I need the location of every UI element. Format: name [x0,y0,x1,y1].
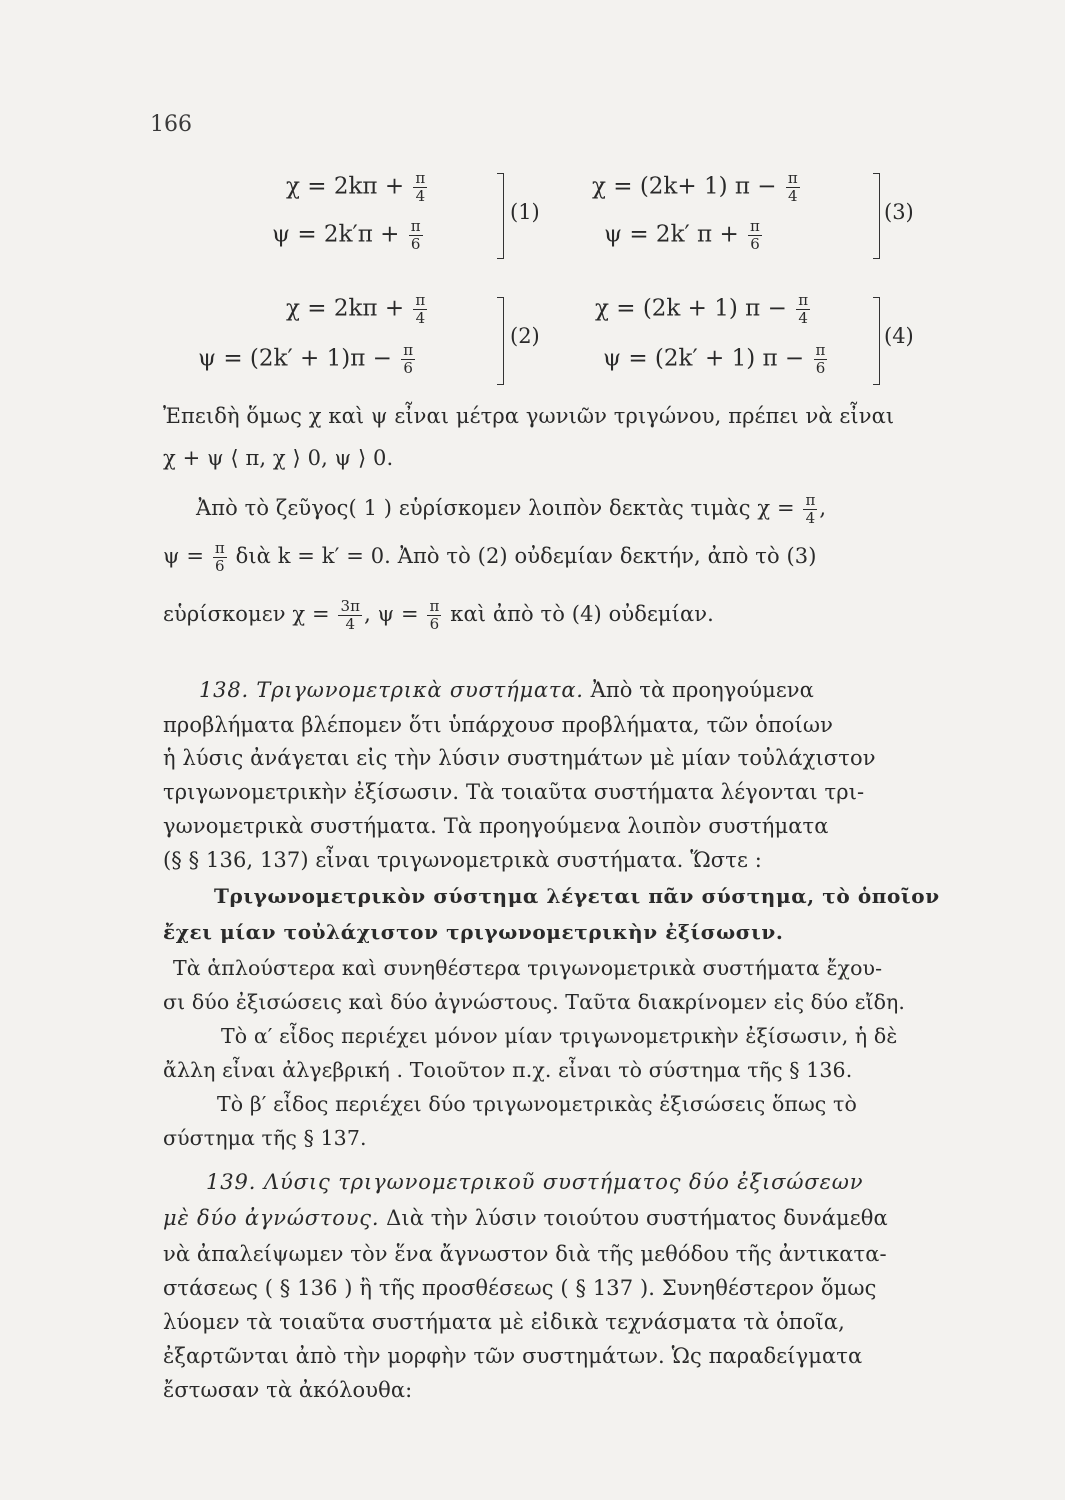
text-line: Τὰ ἁπλούστερα καὶ συνηθέστερα τριγωνομετρικὰ συστήματα ἔχου- [173,956,883,980]
system-4-line-1 [595,292,812,327]
section-138-line-1 [199,678,814,702]
text-segment: , [819,496,827,520]
section-138-heading: 138. Τριγωνομετρικὰ συστήματα. [199,678,584,702]
fraction-denominator: 4 [805,509,816,527]
system-3-tag: (3) [884,200,914,224]
text-line: (§ § 136, 137) εἶναι τριγωνομετρικὰ συστήματα. Ὥστε : [163,848,762,872]
fraction-numerator: π [429,597,440,615]
fraction-denominator: 6 [815,359,826,377]
fraction-denominator: 6 [429,615,440,633]
text-line [196,492,826,527]
system-3-brace [873,173,880,259]
system-4-brace [873,297,880,385]
system-2-tag: (2) [510,324,540,348]
text-segment: ψ = [163,544,205,568]
text-line: λύομεν τὰ τοιαῦτα συστήματα μὲ εἰδικὰ τεχνάσματα τὰ ὁποῖα, [163,1310,845,1334]
fraction [796,292,810,327]
system-1-brace [497,173,504,259]
fraction-denominator: 4 [798,309,808,327]
system-2-line-1 [286,292,429,327]
text-line [163,598,714,633]
text-line: σι δύο ἐξισώσεις καὶ δύο ἀγνώστους. Ταῦτα διακρίνομεν εἰς δύο εἴδη. [163,990,906,1014]
equation-text: ψ = (2k′ + 1)π − [198,345,392,372]
text-line: στάσεως ( § 136 ) ἢ τῆς προσθέσεως ( § 137 ). Συνηθέστερον ὅμως [163,1276,877,1300]
text-line: Ἐπειδὴ ὅμως χ καὶ ψ εἶναι μέτρα γωνιῶν τριγώνου, πρέπει νὰ εἶναι [163,404,895,428]
equation-text: ψ = 2k′π + [272,221,400,248]
fraction [786,170,800,205]
text-line: σύστημα τῆς § 137. [163,1126,367,1150]
text-line: ἐξαρτῶνται ἀπὸ τὴν μορφὴν τῶν συστημάτων. Ὡς παραδείγματα [163,1344,863,1368]
fraction-numerator: π [798,291,809,309]
system-1-line-1 [286,170,429,205]
text-line [163,540,817,575]
text-segment: εὑρίσκομεν χ = [163,602,330,626]
system-1-line-2 [272,218,425,253]
equation-text: χ = (2k + 1) π − [595,295,787,322]
equation-text: ψ = 2k′ π + [604,221,739,248]
fraction-denominator: 6 [750,235,760,253]
text-segment: διὰ k = k′ = 0. Ἀπὸ τὸ (2) οὐδεμίαν δεκτήν, ἀπὸ τὸ (3) [235,544,817,568]
equation-text: χ = 2kπ + [286,173,405,200]
fraction [409,218,423,253]
text-line: χ + ψ ⟨ π, χ ⟩ 0, ψ ⟩ 0. [163,446,394,470]
fraction-denominator: 6 [214,557,225,575]
fraction-denominator: 4 [415,187,426,205]
text-line: τριγωνομετρικὴν ἐξίσωσιν. Τὰ τοιαῦτα συστήματα λέγονται τρι- [163,780,865,804]
system-3-line-2 [604,218,764,253]
text-line: ἄλλη εἶναι ἀλγεβρική . Τοιοῦτον π.χ. εἶναι τὸ σύστημα τῆς § 136. [163,1058,853,1082]
fraction [213,540,227,575]
fraction [427,598,441,633]
text-line: ἔστωσαν τὰ ἀκόλουθα: [163,1378,413,1402]
fraction-denominator: 4 [788,187,798,205]
text-line: Τὸ β′ εἶδος περιέχει δύο τριγωνομετρικὰς ἐξισώσεις ὅπως τὸ [217,1092,857,1116]
fraction [401,342,415,377]
fraction-numerator: π [415,291,426,309]
system-2-line-2 [198,342,417,377]
equation-text: χ = (2k+ 1) π − [592,173,777,200]
fraction-numerator: π [805,491,816,509]
definition-line-2: ἔχει μίαν τοὐλάχιστον τριγωνομετρικὴν ἐξίσωσιν. [163,920,784,944]
fraction-numerator: π [415,169,426,187]
definition-line-1: Τριγωνομετρικὸν σύστημα λέγεται πᾶν σύστημα, τὸ ὁποῖον [214,884,940,908]
section-139-heading: 139. Λύσις τριγωνομετρικοῦ συστήματος δύο ἐξισώσεων [206,1170,864,1194]
text-segment: Ἀπὸ τὰ προηγούμενα [590,678,814,702]
section-139-heading-cont: μὲ δύο ἀγνώστους. [163,1206,380,1230]
fraction [413,170,427,205]
text-line: ἡ λύσις ἀνάγεται εἰς τὴν λύσιν συστημάτων μὲ μίαν τοὐλάχιστον [163,746,876,770]
fraction-numerator: π [403,341,414,359]
fraction-denominator: 4 [415,309,426,327]
page-number: 166 [150,112,192,137]
fraction-denominator: 6 [410,235,421,253]
system-4-line-2 [603,342,829,377]
system-2-brace [497,297,504,385]
system-4-tag: (4) [884,324,914,348]
fraction-numerator: π [787,169,798,187]
text-line: Τὸ α′ εἶδος περιέχει μόνον μίαν τριγωνομετρικὴν ἐξίσωσιν, ἡ δὲ [221,1024,898,1048]
equation-text: χ = 2kπ + [286,295,405,322]
system-1-tag: (1) [510,200,540,224]
text-segment: Ἀπὸ τὸ ζεῦγος( 1 ) εὑρίσκομεν λοιπὸν δεκτὰς τιμὰς χ = [196,496,795,520]
fraction-numerator: π [214,539,225,557]
section-139-line-2 [163,1206,888,1230]
fraction [748,218,762,253]
text-line: νὰ ἀπαλείψωμεν τὸν ἕνα ἄγνωστον διὰ τῆς μεθόδου τῆς ἀντικατα- [163,1242,887,1266]
fraction-numerator: π [750,217,760,235]
fraction [803,492,817,527]
fraction [413,292,427,327]
fraction [814,342,828,377]
fraction-numerator: π [410,217,421,235]
text-line: προβλήματα βλέπομεν ὅτι ὑπάρχουσ προβλήματα, τῶν ὁποίων [163,713,833,737]
fraction-numerator: π [815,341,826,359]
text-segment: , ψ = [364,602,419,626]
fraction-denominator: 4 [345,615,356,633]
equation-text: ψ = (2k′ + 1) π − [603,345,805,372]
fraction [338,598,362,633]
text-line: γωνομετρικὰ συστήματα. Τὰ προηγούμενα λοιπὸν συστήματα [163,814,829,838]
text-segment: καὶ ἀπὸ τὸ (4) οὐδεμίαν. [450,602,714,626]
system-3-line-1 [592,170,802,205]
text-segment: Διὰ τὴν λύσιν τοιούτου συστήματος δυνάμεθα [386,1206,888,1230]
fraction-denominator: 6 [403,359,413,377]
fraction-numerator: 3π [340,597,361,615]
